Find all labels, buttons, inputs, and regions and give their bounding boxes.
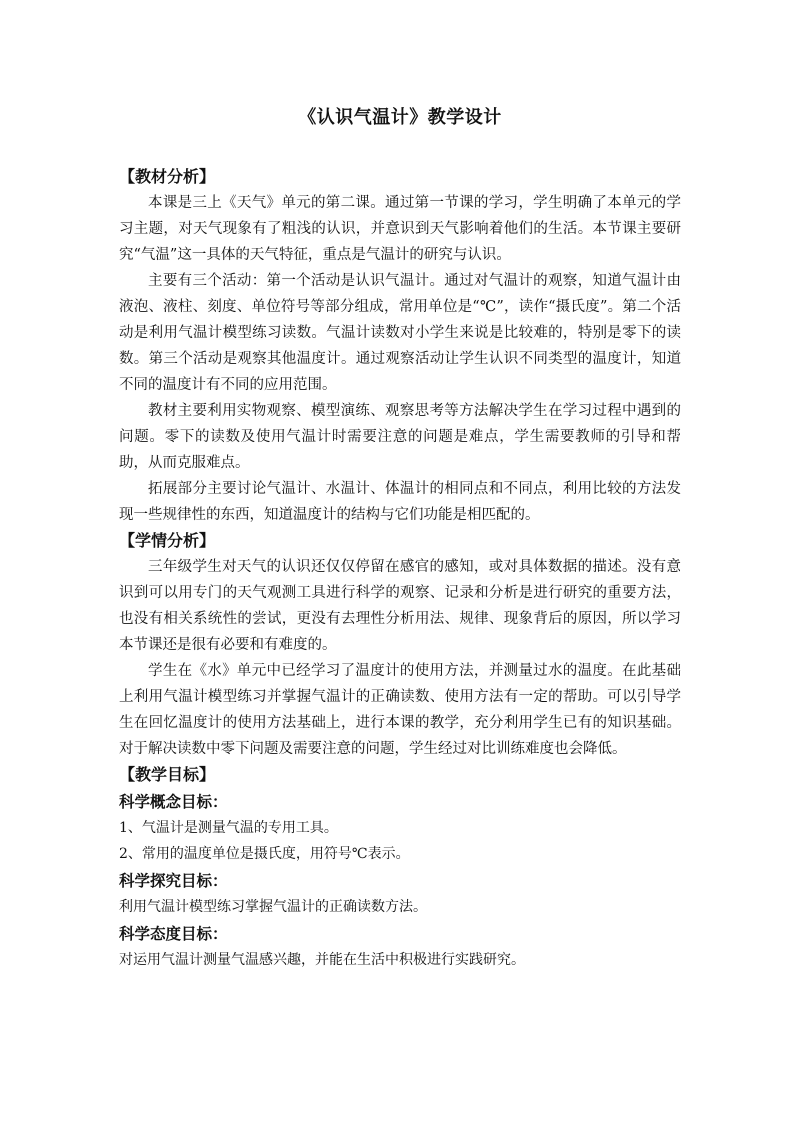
learner-analysis-section xyxy=(119,528,681,762)
material-analysis-section xyxy=(119,164,681,528)
material-analysis-heading: 【教材分析】 xyxy=(119,167,216,186)
concept-goal-item-1: 1、气温计是测量气温的专用工具。 xyxy=(119,820,338,836)
document-page xyxy=(119,104,681,973)
learner-analysis-heading: 【学情分析】 xyxy=(119,531,216,550)
material-analysis-paragraph-1: 本课是三上《天气》单元的第二课。通过第一节课的学习，学生明确了本单元的学习主题，对天气现象有了粗浅的认识，并意识到天气影响着他们的生活。本节课主要研究“气温”这一具体的天气特征，重点是气温计的研究与认识。 xyxy=(119,195,681,263)
material-analysis-paragraph-2: 主要有三个活动：第一个活动是认识气温计。通过对气温计的观察，知道气温计由液泡、液柱、刻度、单位符号等部分组成，常用单位是“℃”，读作“摄氏度”。第二个活动是利用气温计模型练习读数。气温计读数对小学生来说是比较难的，特别是零下的读数。第三个活动是观察其他温度计。通过观察活动让学生认识不同类型的温度计，知道不同的温度计有不同的应用范围。 xyxy=(119,273,681,393)
document-title: 《认识气温计》教学设计 xyxy=(298,107,502,128)
teaching-goals-heading: 【教学目标】 xyxy=(119,765,216,784)
learner-analysis-paragraph-1: 三年级学生对天气的认识还仅仅停留在感官的感知，或对具体数据的描述。没有意识到可以用专门的天气观测工具进行科学的观察、记录和分析是进行研究的重要方法，也没有相关系统性的尝试，更没有去理性分析用法、规律、现象背后的原因，所以学习本节课还是很有必要和有难度的。 xyxy=(119,559,681,653)
concept-goal-item-2: 2、常用的温度单位是摄氏度，用符号℃表示。 xyxy=(119,846,410,862)
inquiry-goal-text: 利用气温计模型练习掌握气温计的正确读数方法。 xyxy=(119,899,427,915)
attitude-goals-heading: 科学态度目标： xyxy=(119,924,228,943)
learner-analysis-paragraph-2: 学生在《水》单元中已经学习了温度计的使用方法，并测量过水的温度。在此基础上利用气温计模型练习并掌握气温计的正确读数、使用方法有一定的帮助。可以引导学生在回忆温度计的使用方法基础上，进行本课的教学，充分利用学生已有的知识基础。对于解决读数中零下问题及需要注意的问题，学生经过对比训练难度也会降低。 xyxy=(119,663,681,757)
attitude-goal-text: 对运用气温计测量气温感兴趣，并能在生活中积极进行实践研究。 xyxy=(119,952,525,968)
material-analysis-paragraph-3: 教材主要利用实物观察、模型演练、观察思考等方法解决学生在学习过程中遇到的问题。零下的读数及使用气温计时需要注意的问题是难点，学生需要教师的引导和帮助，从而克服难点。 xyxy=(119,403,681,471)
concept-goals-heading: 科学概念目标： xyxy=(119,792,228,811)
inquiry-goals-heading: 科学探究目标： xyxy=(119,871,228,890)
material-analysis-paragraph-4: 拓展部分主要讨论气温计、水温计、体温计的相同点和不同点，利用比较的方法发现一些规律性的东西，知道温度计的结构与它们功能是相匹配的。 xyxy=(119,481,681,523)
teaching-goals-section xyxy=(119,762,681,973)
